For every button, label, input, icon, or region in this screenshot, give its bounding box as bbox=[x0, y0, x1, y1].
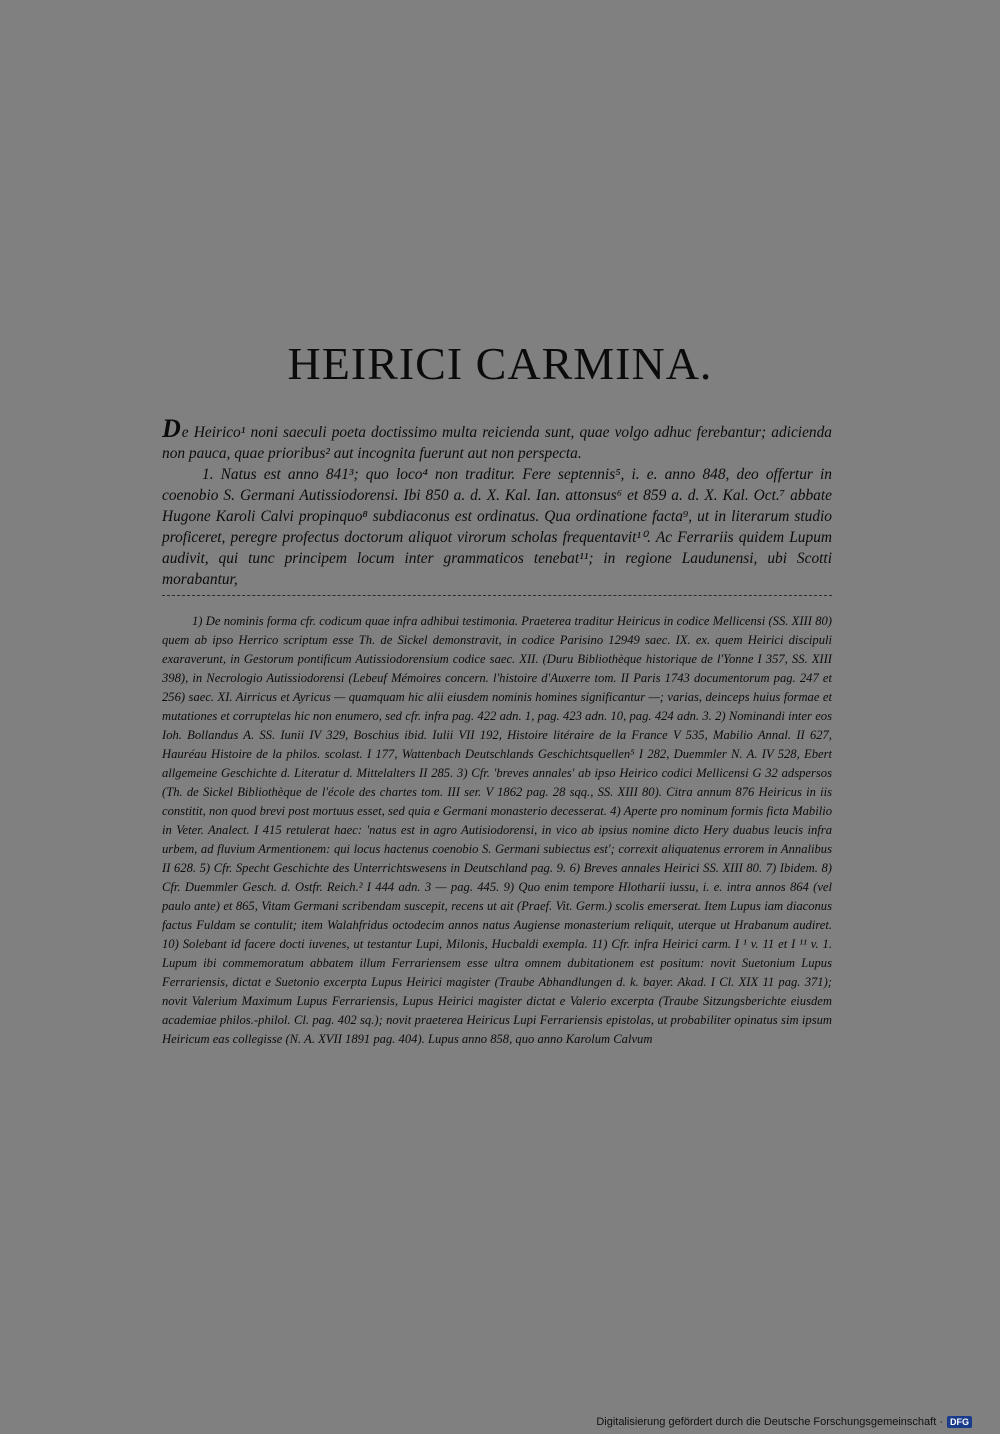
footer-credit bbox=[596, 1416, 972, 1428]
drop-cap: D bbox=[162, 414, 181, 443]
intro-text: e Heirico¹ noni saeculi poeta doctissimo multa reicienda sunt, quae volgo adhuc ferebantur; adicienda non pauca, quae prioribus² aut incognita fuerunt aut non perspecta. bbox=[162, 424, 832, 462]
intro-paragraph bbox=[162, 414, 832, 464]
paragraph-1: 1. Natus est anno 841³; quo loco⁴ non traditur. Fere septennis⁵, i. e. anno 848, deo offertur in coenobio S. Germani Autissiodorensi. Ibi 850 a. d. X. Kal. Ian. attonsus⁶ et 859 a. d. X. Kal. Oct.⁷ abbate Hugone Karoli Calvi propinquo⁸ subdiaconus est ordinatus. Qua ordinatione facta⁹, ut in literarum studio proficeret, peregre profectus doctorum aliquot virorum scholas frequentavit¹⁰. Ac Ferrariis quidem Lupum audivit, qui tunc principem locum inter grammaticos tenebat¹¹; in regione Laudunensi, ubi Scotti morabantur, bbox=[162, 466, 832, 588]
footnotes bbox=[162, 612, 832, 1049]
page-title: HEIRICI CARMINA. bbox=[287, 338, 713, 389]
footnote-divider bbox=[162, 595, 832, 596]
footnote-text: 1) De nominis forma cfr. codicum quae infra adhibui testimonia. Praeterea traditur Heiricus in codice Mellicensi (SS. XIII 80) quem ab ipso Herrico scriptum esse Th. de Sickel demonstravit, in codice Parisino 12949 saec. IX. ex. quem Heirici discipuli exaraverunt, in Gestorum pontificum Autissiodorensium codice saec. XII. (Duru Bibliothèque historique de l'Yonne I 357, SS. XIII 398), in Necrologio Autissiodorensi (Lebeuf Mémoires concern. l'histoire d'Auxerre tom. II Paris 1743 documentorum pag. 247 et 256) saec. XI. Airricus et Ayricus — quamquam hic alii eiusdem nominis homines significantur —; varias, deinceps huius formae et mutationes et corruptelas hic non enumero, sed cfr. infra pag. 422 adn. 1, pag. 423 adn. 10, pag. 424 adn. 3. 2) Nominandi inter eos Ioh. Bollandus A. SS. Iunii IV 329, Boschius ibid. Iulii VII 192, Histoire litéraire de la France V 535, Mabilio Annal. II 627, Hauréau Histoire de la philos. scolast. I 177, Wattenbach Deutschlands Geschichtsquellen⁵ I 282, Duemmler N. A. IV 528, Ebert allgemeine Geschichte d. Literatur d. Mittelalters II 285. 3) Cfr. 'breves annales' ab ipso Heirico codici Mellicensi G 32 adspersos (Th. de Sickel Bibliothèque de l'école des chartes tom. III ser. V 1862 pag. 28 sqq., SS. XIII 80). Citra annum 876 Heiricus in iis constitit, non quod brevi post mortuus esset, sed quia e Germani monasterio decesserat. 4) Aperte pro nominum formis ficta Mabilio in Veter. Analect. I 415 retulerat haec: 'natus est in agro Autisiodorensi, in vico ab ipsius nomine dicto Hery duabus leucis infra urbem, ad fluvium Armentionem: qui locus hactenus coenobio S. Germani subiectus est'; correxit aliquatenus errorem in Annalibus II 628. 5) Cfr. Specht Geschichte des Unterrichtswesens in Deutschland pag. 9. 6) Breves annales Heirici SS. XIII 80. 7) Ibidem. 8) Cfr. Duemmler Gesch. d. Ostfr. Reich.² I 444 adn. 3 — pag. 445. 9) Quo enim tempore Hlotharii iussu, i. e. intra annos 864 (vel paulo ante) et 865, Vitam Germani scribendam suscepit, recens ut ait (Praef. Vit. Germ.) scolis emerserat. Item Lupus iam diaconus factus Fuldam se contulit; item Walahfridus octodecim annos natus Augiense monasterium reliquit, uterque ut Hrabanum audiret. 10) Solebant id facere docti iuvenes, ut testantur Lupi, Milonis, Hucbaldi exempla. 11) Cfr. infra Heirici carm. I ¹ v. 11 et I ¹¹ v. 1. Lupum ibi commemoratum abbatem illum Ferrariensem esse ultra omnem dubitationem est positum: novit Suetonium Lupus Ferrariensis, dictat e Suetonio excerpta Lupus Heirici magister (Traube Abhandlungen d. k. bayer. Akad. I Cl. XIX 11 pag. 371); novit Valerium Maximum Lupus Ferrariensis, Lupus Heirici magister dictat e Valerio excerpta (Traube Sitzungsberichte eiusdem academiae philos.-philol. Cl. pag. 402 sq.); novit praeterea Heiricus Lupi Ferrariensis epistolas, ut probabiliter opinatus sim ipsum Heiricum eas collegisse (N. A. XVII 1891 pag. 404). Lupus anno 858, quo anno Karolum Calvum bbox=[162, 614, 832, 1046]
main-text bbox=[162, 414, 832, 590]
footer-credit-text: Digitalisierung gefördert durch die Deutsche Forschungsgemeinschaft · bbox=[596, 1416, 943, 1428]
dfg-logo-icon: DFG bbox=[947, 1416, 972, 1428]
